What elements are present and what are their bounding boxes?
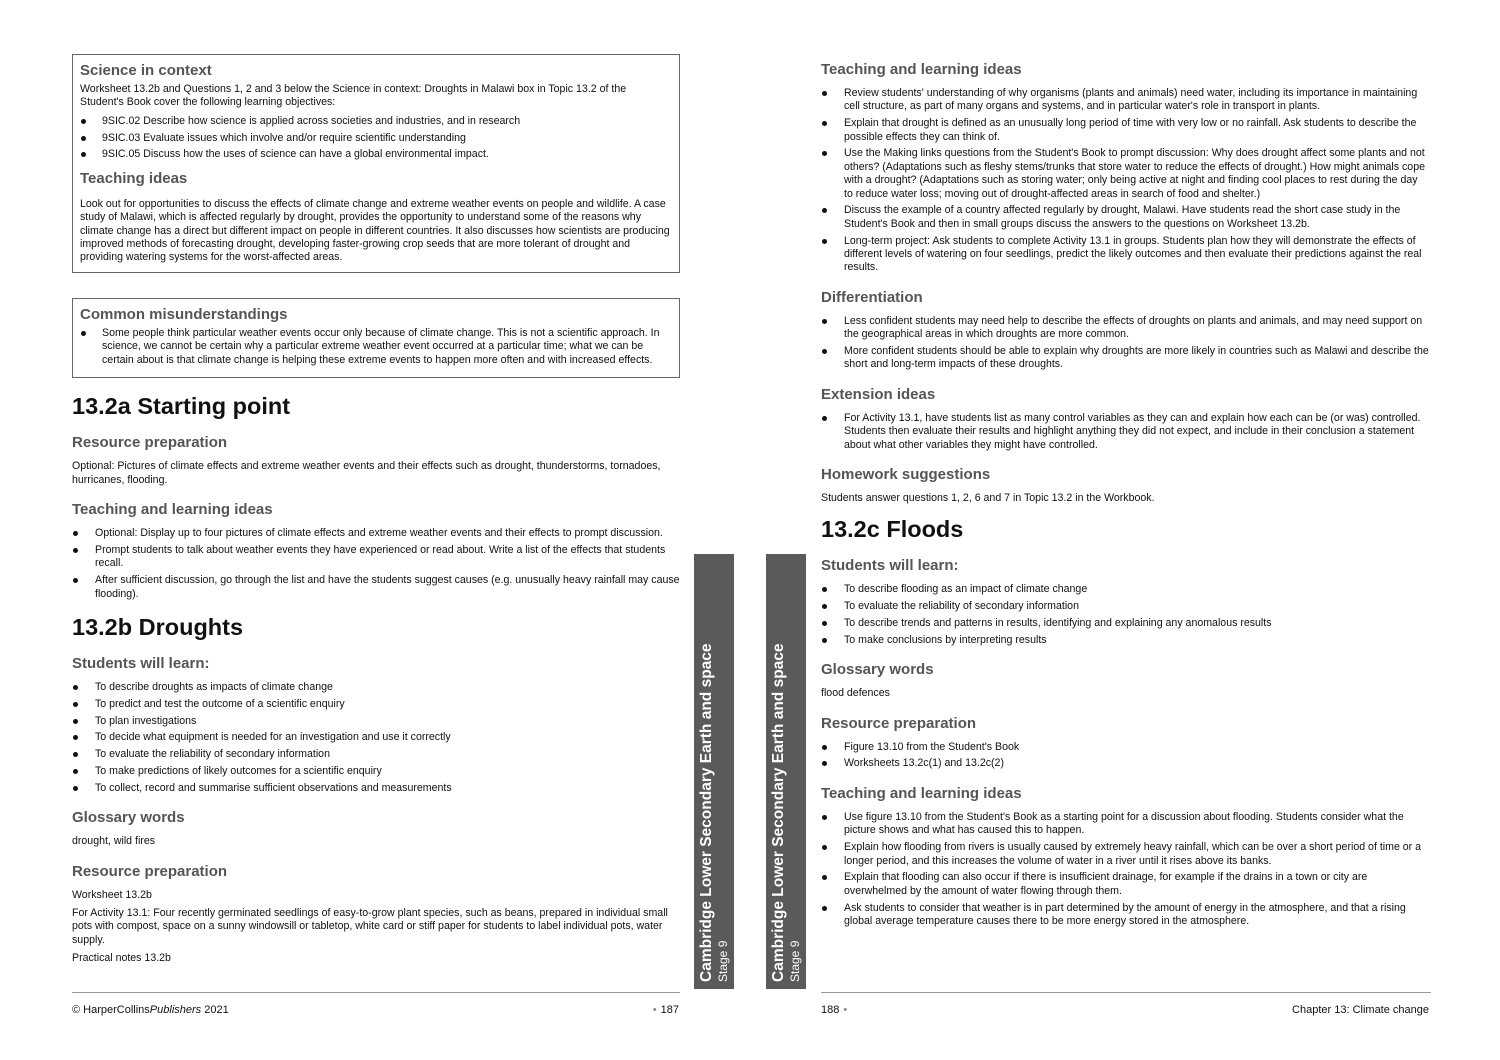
section-title-13-2b: 13.2b Droughts <box>72 614 244 641</box>
section-title-13-2a: 13.2a Starting point <box>72 393 291 420</box>
side-tab-right <box>766 554 806 989</box>
list-item: To describe droughts as impacts of climate change <box>72 681 680 694</box>
list-item: To predict and test the outcome of a scientific enquiry <box>72 698 680 711</box>
bullet-separator: • <box>652 1004 657 1016</box>
glossary-words-text: flood defences <box>821 687 890 700</box>
footer-rule-left <box>72 992 680 993</box>
resource-preparation-text: Worksheet 13.2b <box>72 888 152 901</box>
list-item: Review students' understanding of why organisms (plants and animals) need water, including its importance in maintaining cell structure, as part of many organs and systems, and in particular water's role in transport in plants. <box>821 87 1429 114</box>
resource-preparation-text: Optional: Pictures of climate effects and extreme weather events and their effects such as drought, thunderstorms, tornadoes, hurricanes, flooding. <box>72 460 661 486</box>
right-page <box>821 54 1429 932</box>
list-item: Explain that flooding can also occur if there is insufficient drainage, for example if the drains in a town or city are overwhelmed by the amount of water flowing through them. <box>821 871 1429 898</box>
list-item: To describe trends and patterns in results, identifying and explaining any anomalous results <box>821 617 1429 630</box>
glossary-words-heading: Glossary words <box>72 809 185 827</box>
teaching-ideas-heading: Teaching ideas <box>80 169 188 187</box>
section-title-13-2c: 13.2c Floods <box>821 516 964 543</box>
list-item: 9SIC.02 Describe how science is applied across societies and industries, and in research <box>80 115 672 128</box>
glossary-words-text: drought, wild fires <box>72 835 156 848</box>
list-item: To evaluate the reliability of secondary information <box>821 600 1429 613</box>
list-item: To make conclusions by interpreting results <box>821 634 1429 647</box>
learning-objectives-list <box>80 115 672 162</box>
homework-suggestions-text: Students answer questions 1, 2, 6 and 7 in Topic 13.2 in the Workbook. <box>821 492 1155 505</box>
side-tab-title: Cambridge Lower Secondary Earth and space <box>698 642 715 982</box>
list-item: Some people think particular weather events occur only because of climate change. This is not a scientific approach. In science, we cannot be certain why a particular extreme weather event occurred at a particular time; what we can be certain about is that climate change is helping these extreme events to happen more often and with increased effects. <box>80 327 672 367</box>
teaching-learning-heading: Teaching and learning ideas <box>821 61 1022 78</box>
resource-preparation-heading: Resource preparation <box>821 714 977 732</box>
teaching-ideas-text: Look out for opportunities to discuss the effects of climate change and extreme weather events on people and wildlife. A case study of Malawi, which is affected regularly by drought, provides the opportunity to understand some of the reasons why climate change has a direct but different impact on people in different countries. It also discusses how scientists are producing improved methods of forecasting drought, developing faster-growing crop seeds that are more tolerant of drought and providing watering systems for the worst-affected areas. <box>80 197 670 264</box>
list-item: To describe flooding as an impact of climate change <box>821 583 1429 596</box>
list-item: For Activity 13.1, have students list as many control variables as they can and explain how each can be (or was) controlled. Students then evaluate their results and highlight anything they did not expect, and include in their conclusion a statement about what other variables they might have controlled. <box>821 412 1429 452</box>
list-item: Worksheets 13.2c(1) and 13.2c(2) <box>821 757 1429 770</box>
common-misunderstandings-heading: Common misunderstandings <box>80 305 288 323</box>
list-item: Figure 13.10 from the Student's Book <box>821 741 1429 754</box>
teaching-learning-list <box>72 527 680 601</box>
list-item: To evaluate the reliability of secondary information <box>72 748 680 761</box>
side-tab-left <box>694 554 734 989</box>
footer-rule-right <box>821 992 1431 993</box>
list-item: Less confident students may need help to describe the effects of droughts on plants and animals, and may need support on the geographical areas in which droughts are more common. <box>821 315 1429 342</box>
list-item: Prompt students to talk about weather events they have experienced or read about. Write a list of the effects that students recall. <box>72 544 680 571</box>
list-item: 9SIC.03 Evaluate issues which involve and/or require scientific understanding <box>80 132 672 145</box>
common-misunderstandings-box <box>72 298 680 379</box>
teaching-learning-heading: Teaching and learning ideas <box>821 784 1022 802</box>
list-item: Optional: Display up to four pictures of climate effects and extreme weather events and their effects to prompt discussion. <box>72 527 680 540</box>
list-item: Discuss the example of a country affected regularly by drought, Malawi. Have students read the short case study in the Student's Book and then in small groups discuss the answers to the questions on Worksheet 13.2b. <box>821 204 1429 231</box>
bullet-separator: • <box>843 1004 848 1016</box>
glossary-words-heading: Glossary words <box>821 661 934 679</box>
science-in-context-box <box>72 54 680 273</box>
science-in-context-heading: Science in context <box>80 62 212 79</box>
differentiation-list <box>821 315 1429 372</box>
extension-ideas-list <box>821 412 1429 452</box>
students-will-learn-list <box>72 681 680 795</box>
list-item: Long-term project: Ask students to complete Activity 13.1 in groups. Students plan how they will demonstrate the effects of different levels of watering on four seedlings, predict the likely outcomes and then evaluate their predictions against the real results. <box>821 235 1429 275</box>
students-will-learn-heading: Students will learn: <box>821 557 959 575</box>
list-item: Explain how flooding from rivers is usually caused by extremely heavy rainfall, which can be over a short period of time or a longer period, and this increases the volume of water in a river until it rises above its banks. <box>821 841 1429 868</box>
differentiation-heading: Differentiation <box>821 288 923 306</box>
left-page <box>72 54 680 971</box>
footer-chapter: Chapter 13: Climate change <box>1292 1004 1429 1016</box>
list-item: To plan investigations <box>72 715 680 728</box>
list-item: After sufficient discussion, go through the list and have the students suggest causes (e.g. unusually heavy rainfall may cause flooding). <box>72 574 680 601</box>
list-item: Use figure 13.10 from the Student's Book as a starting point for a discussion about flooding. Students consider what the picture shows and what has caused this to happen. <box>821 811 1429 838</box>
list-item: To collect, record and summarise sufficient observations and measurements <box>72 782 680 795</box>
side-tab-subtitle: Stage 9 <box>788 940 802 982</box>
list-item: Use the Making links questions from the Student's Book to prompt discussion: Why does drought affect some plants and not others? (Adaptations such as fleshy stems/trunks that store water to reduce the effects of drought.) How might animals cope with a drought? (Adaptations such as storing water; only being active at night and finding cool places to rest during the day to reduce water loss; moving out of drought-affected areas in search of food and shelter.) <box>821 147 1429 201</box>
page-number-right: 188 • <box>821 1004 848 1016</box>
side-tab-subtitle: Stage 9 <box>716 940 730 982</box>
students-will-learn-list <box>821 583 1429 647</box>
list-item: 9SIC.05 Discuss how the uses of science can have a global environmental impact. <box>80 148 672 161</box>
list-item: Explain that drought is defined as an unusually long period of time with very low or no rainfall. Ask students to describe the possible effects they can think of. <box>821 117 1429 144</box>
homework-suggestions-heading: Homework suggestions <box>821 466 991 484</box>
resource-preparation-heading: Resource preparation <box>72 434 228 452</box>
resource-preparation-list <box>821 741 1429 771</box>
resource-preparation-text: Practical notes 13.2b <box>72 952 171 965</box>
misunderstandings-list <box>80 327 672 367</box>
students-will-learn-heading: Students will learn: <box>72 655 210 673</box>
footer-copyright: © HarperCollinsPublishers 2021 <box>72 1004 229 1016</box>
teaching-learning-list <box>821 87 1429 275</box>
list-item: Ask students to consider that weather is in part determined by the amount of energy in the atmosphere, and that a rising global average temperature causes there to be more energy stored in the atmosphere. <box>821 902 1429 929</box>
resource-preparation-heading: Resource preparation <box>72 862 228 880</box>
science-in-context-intro: Worksheet 13.2b and Questions 1, 2 and 3 below the Science in context: Droughts in Malawi box in Topic 13.2 of the Student's Book cover the following learning objectives: <box>80 83 627 109</box>
teaching-learning-list <box>821 811 1429 928</box>
list-item: To decide what equipment is needed for an investigation and use it correctly <box>72 731 680 744</box>
page-number-left: • 187 <box>652 1004 679 1016</box>
extension-ideas-heading: Extension ideas <box>821 385 936 403</box>
teaching-learning-heading: Teaching and learning ideas <box>72 501 273 519</box>
list-item: More confident students should be able to explain why droughts are more likely in countries such as Malawi and describe the short and long-term impacts of these droughts. <box>821 345 1429 372</box>
list-item: To make predictions of likely outcomes for a scientific enquiry <box>72 765 680 778</box>
resource-preparation-text: For Activity 13.1: Four recently germinated seedlings of easy-to-grow plant species, such as beans, prepared in individual small pots with compost, space on a sunny windowsill or tabletop, white card or stiff paper for students to label individual pots, water supply. <box>72 907 668 946</box>
side-tab-title: Cambridge Lower Secondary Earth and space <box>770 642 787 982</box>
